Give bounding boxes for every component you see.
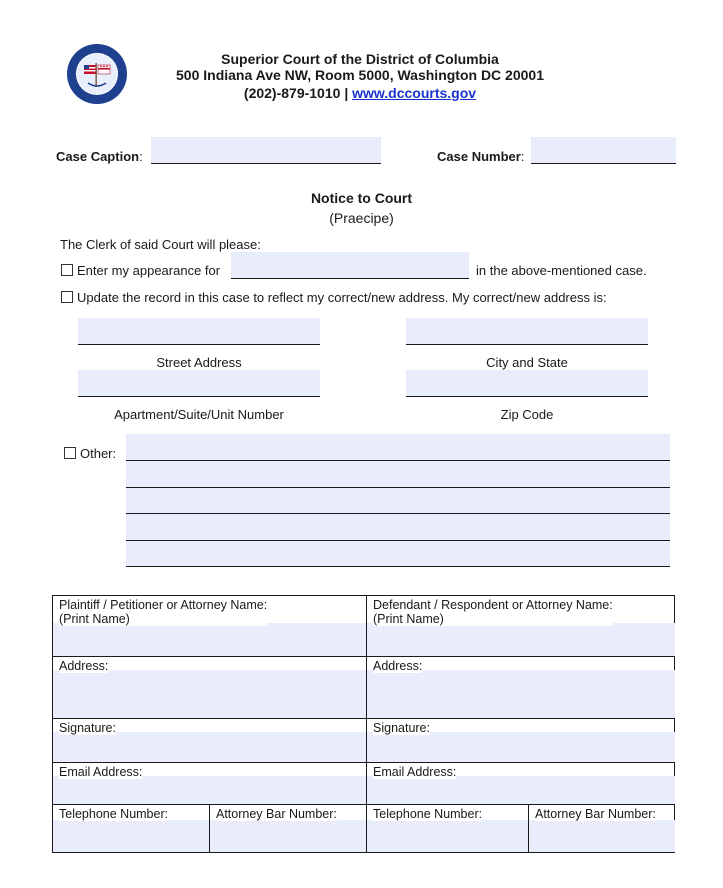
court-name: Superior Court of the District of Columbia [221,51,499,67]
plaintiff-name-label: Plaintiff / Petitioner or Attorney Name: (Print Name) [59,598,268,626]
appearance-suffix: in the above-mentioned case. [476,263,647,278]
update-address-checkbox[interactable] [61,291,73,303]
defendant-email-label: Email Address: [373,765,457,779]
other-line-2[interactable] [126,461,670,488]
court-website-link[interactable]: www.dccourts.gov [352,85,477,101]
plaintiff-phone-label: Telephone Number: [59,807,169,821]
street-address-input[interactable] [78,318,320,345]
plaintiff-signature-label: Signature: [59,721,116,735]
plaintiff-address-cell[interactable] [53,657,367,719]
case-number-input[interactable] [531,137,676,164]
court-address: 500 Indiana Ave NW, Room 5000, Washington DC 20001 [176,67,544,83]
defendant-address-label: Address: [373,659,423,673]
defendant-signature-label: Signature: [373,721,430,735]
plaintiff-signature-cell[interactable] [53,719,367,763]
party-info-table [52,595,675,853]
defendant-phone-cell[interactable] [367,805,529,852]
defendant-phone-label: Telephone Number: [373,807,483,821]
appearance-checkbox[interactable] [61,264,73,276]
contact-separator: | [344,85,349,101]
appearance-label: Enter my appearance for [77,263,221,278]
plaintiff-phone-cell[interactable] [53,805,210,852]
plaintiff-bar-number-label: Attorney Bar Number: [216,807,337,821]
other-line-5[interactable] [126,541,670,567]
court-contact [130,85,590,101]
zip-code-caption: Zip Code [500,407,554,422]
apartment-caption: Apartment/Suite/Unit Number [114,407,284,422]
apartment-input[interactable] [78,370,320,397]
case-caption-label: Case Caption: [56,149,143,164]
notice-title: Notice to Court [310,190,413,206]
defendant-name-cell[interactable] [367,596,675,657]
defendant-name-label: Defendant / Respondent or Attorney Name: (Print Name) [373,598,613,626]
defendant-bar-number-cell[interactable] [529,805,675,852]
update-address-label: Update the record in this case to reflect my correct/new address. My correct/new address is: [77,290,607,305]
plaintiff-address-label: Address: [59,659,109,673]
other-line-1[interactable] [126,434,670,461]
defendant-bar-number-label: Attorney Bar Number: [535,807,656,821]
zip-code-input[interactable] [406,370,648,397]
case-number-label: Case Number: [437,149,525,164]
other-label: Other: [80,446,117,461]
other-line-3[interactable] [126,488,670,514]
plaintiff-name-cell[interactable] [53,596,367,657]
street-address-caption: Street Address [156,355,242,370]
city-state-input[interactable] [406,318,648,345]
other-line-4[interactable] [126,514,670,541]
plaintiff-email-label: Email Address: [59,765,143,779]
plaintiff-email-cell[interactable] [53,763,367,805]
other-checkbox[interactable] [64,447,76,459]
plaintiff-bar-number-cell[interactable] [210,805,367,852]
court-seal-logo [66,43,128,105]
city-state-caption: City and State [486,355,568,370]
court-phone: (202)-879-1010 [243,85,341,101]
notice-subtitle: (Praecipe) [329,210,394,226]
defendant-signature-cell[interactable] [367,719,675,763]
defendant-email-cell[interactable] [367,763,675,805]
notice-intro: The Clerk of said Court will please: [60,237,261,252]
case-caption-input[interactable] [151,137,381,164]
appearance-party-input[interactable] [231,252,469,279]
defendant-address-cell[interactable] [367,657,675,719]
